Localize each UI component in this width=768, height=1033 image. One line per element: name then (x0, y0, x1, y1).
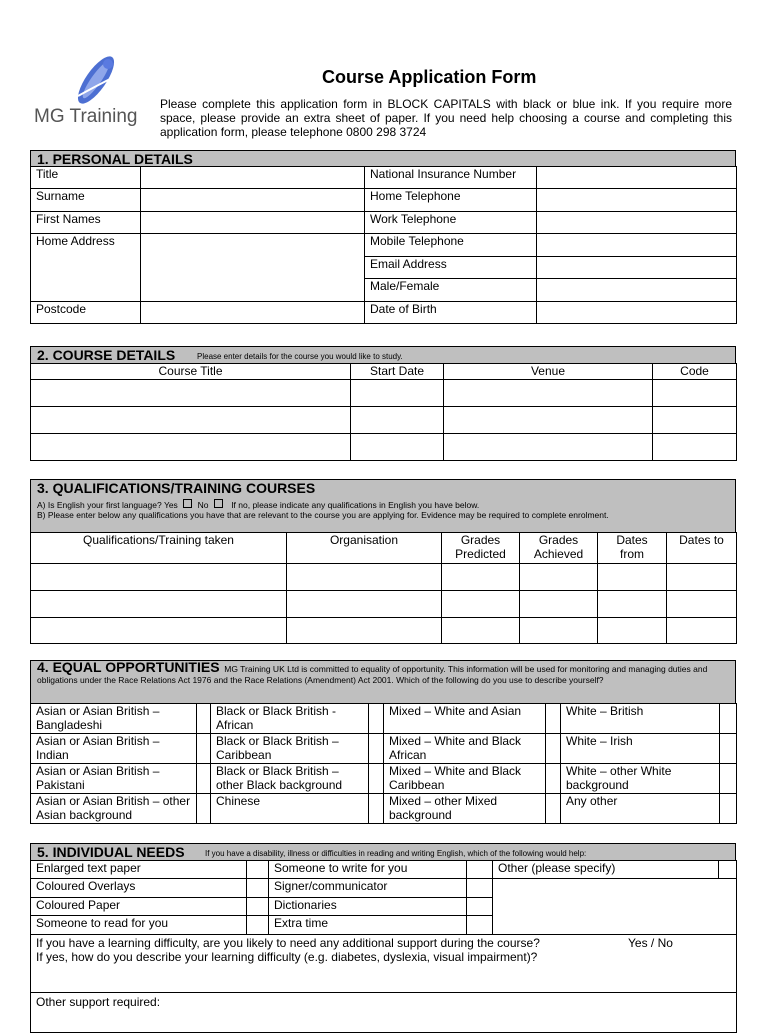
logo-swoosh-icon (34, 56, 154, 108)
surname-label: Surname (31, 189, 141, 212)
ethnicity-option: White – other White background (561, 764, 720, 794)
ni-number-label: National Insurance Number (365, 167, 537, 189)
course-cell[interactable] (444, 434, 653, 461)
first-names-field[interactable] (141, 212, 365, 234)
qual-cell[interactable] (442, 564, 520, 591)
section-3-question-a (37, 499, 479, 510)
section-2-note: Please enter details for the course you would like to study. (197, 352, 403, 361)
section-3-title: 3. QUALIFICATIONS/TRAINING COURSES (37, 480, 316, 496)
email-label: Email Address (365, 257, 537, 279)
col-grades-predicted: Grades Predicted (442, 533, 520, 564)
title-field[interactable] (141, 167, 365, 189)
first-names-label: First Names (31, 212, 141, 234)
work-telephone-label: Work Telephone (365, 212, 537, 234)
logo-text: MG Training (34, 106, 138, 127)
qual-cell[interactable] (520, 618, 598, 644)
ethnicity-checkbox[interactable] (369, 734, 384, 764)
need-option: Extra time (269, 916, 467, 935)
course-cell[interactable] (653, 407, 737, 434)
need-checkbox[interactable] (247, 879, 269, 898)
need-checkbox[interactable] (247, 916, 269, 935)
qualifications-table (30, 532, 737, 644)
ni-number-field[interactable] (537, 167, 737, 189)
section-1-header (30, 150, 736, 167)
section-4-title: 4. EQUAL OPPORTUNITIES (37, 659, 220, 675)
need-option: Dictionaries (269, 898, 467, 916)
course-cell[interactable] (351, 380, 444, 407)
gender-field[interactable] (537, 279, 737, 302)
english-note: If no, please indicate any qualifications in English you have below. (231, 500, 480, 510)
ethnicity-checkbox[interactable] (197, 704, 211, 734)
need-checkbox[interactable] (467, 898, 493, 916)
equal-opportunities-table (30, 703, 737, 824)
section-4-text (37, 659, 731, 686)
ethnicity-option: Asian or Asian British – Pakistani (31, 764, 197, 794)
ethnicity-checkbox[interactable] (546, 734, 561, 764)
col-dates-to: Dates to (667, 533, 737, 564)
qual-cell[interactable] (598, 618, 667, 644)
qual-cell[interactable] (598, 591, 667, 618)
need-checkbox[interactable] (247, 898, 269, 916)
course-details-table (30, 363, 737, 461)
individual-needs-table (30, 860, 737, 1033)
english-yes-label: A) Is English your first language? Yes (37, 500, 178, 510)
ethnicity-option: Chinese (211, 794, 369, 824)
logo (34, 56, 154, 136)
course-cell[interactable] (351, 407, 444, 434)
mobile-telephone-label: Mobile Telephone (365, 234, 537, 257)
section-3-question-b: B) Please enter below any qualifications you have that are relevant to the course you are applying for. Evidence may be required to complete enrolment. (37, 510, 609, 520)
postcode-label: Postcode (31, 302, 141, 324)
qual-cell[interactable] (520, 591, 598, 618)
course-cell[interactable] (31, 434, 351, 461)
english-no-label: No (197, 500, 209, 510)
intro-text: Please complete this application form in BLOCK CAPITALS with black or blue ink. If you require more space, please provide an extra sheet of paper. If you need help choosing a course and completing this application form, please telephone 0800 298 3724 (160, 97, 732, 139)
course-cell[interactable] (653, 434, 737, 461)
personal-details-table (30, 166, 737, 324)
course-cell[interactable] (31, 380, 351, 407)
section-4-note: MG Training UK Ltd is committed to equality of opportunity. This information will be used for monitoring and managing duties and obligations under the Race Relations Act 1976 and the Race Relations (Amendment) Act 2001. Which of the following do you use to describe yourself? (37, 664, 708, 685)
ethnicity-option: Any other (561, 794, 720, 824)
col-start-date: Start Date (351, 364, 444, 380)
col-dates-from: Dates from (598, 533, 667, 564)
ethnicity-checkbox[interactable] (197, 764, 211, 794)
ethnicity-checkbox[interactable] (720, 704, 737, 734)
ethnicity-option: Mixed – White and Black Caribbean (384, 764, 546, 794)
ethnicity-checkbox[interactable] (720, 764, 737, 794)
ethnicity-checkbox[interactable] (546, 704, 561, 734)
course-cell[interactable] (31, 407, 351, 434)
dob-field[interactable] (537, 302, 737, 324)
other-support-label: Other support required: (36, 995, 161, 1009)
ethnicity-checkbox[interactable] (369, 764, 384, 794)
qual-cell[interactable] (667, 564, 737, 591)
ethnicity-option: Mixed – White and Asian (384, 704, 546, 734)
qual-cell[interactable] (667, 591, 737, 618)
ethnicity-option: Black or Black British – other Black background (211, 764, 369, 794)
course-cell[interactable] (351, 434, 444, 461)
section-5-note: If you have a disability, illness or difficulties in reading and writing English, which of the following would help: (205, 849, 587, 858)
ethnicity-checkbox[interactable] (197, 794, 211, 824)
ethnicity-option: White – British (561, 704, 720, 734)
course-cell[interactable] (444, 380, 653, 407)
home-address-field[interactable] (141, 234, 365, 302)
title-label: Title (31, 167, 141, 189)
qual-cell[interactable] (442, 591, 520, 618)
qual-cell[interactable] (287, 564, 442, 591)
ethnicity-option: Mixed – other Mixed background (384, 794, 546, 824)
qual-cell[interactable] (598, 564, 667, 591)
need-checkbox[interactable] (467, 861, 493, 879)
ethnicity-checkbox[interactable] (197, 734, 211, 764)
qual-cell[interactable] (31, 564, 287, 591)
need-option: Coloured Paper (31, 898, 247, 916)
section-2-header (30, 346, 736, 364)
qual-cell[interactable] (31, 591, 287, 618)
need-checkbox[interactable] (467, 916, 493, 935)
ethnicity-option: White – Irish (561, 734, 720, 764)
surname-field[interactable] (141, 189, 365, 212)
col-qualification: Qualifications/Training taken (31, 533, 287, 564)
other-checkbox[interactable] (719, 861, 737, 879)
section-5-title: 5. INDIVIDUAL NEEDS (37, 844, 185, 860)
ethnicity-checkbox[interactable] (720, 734, 737, 764)
yes-no-option[interactable]: Yes / No (628, 936, 673, 950)
home-address-label: Home Address (31, 234, 141, 302)
other-support-box[interactable] (31, 993, 737, 1033)
postcode-field[interactable] (141, 302, 365, 324)
ethnicity-checkbox[interactable] (546, 794, 561, 824)
gender-label: Male/Female (365, 279, 537, 302)
ethnicity-option: Black or Black British - African (211, 704, 369, 734)
section-5-header (30, 843, 736, 861)
col-code: Code (653, 364, 737, 380)
need-option: Someone to write for you (269, 861, 467, 879)
need-option: Signer/communicator (269, 879, 467, 898)
section-3-header (30, 479, 736, 533)
dob-label: Date of Birth (365, 302, 537, 324)
qual-cell[interactable] (31, 618, 287, 644)
need-option: Enlarged text paper (31, 861, 247, 879)
col-grades-achieved: Grades Achieved (520, 533, 598, 564)
learning-difficulty-describe: If yes, how do you describe your learning difficulty (e.g. diabetes, dyslexia, visual impairment)? (36, 950, 538, 964)
ethnicity-checkbox[interactable] (720, 794, 737, 824)
section-1-title: 1. PERSONAL DETAILS (37, 151, 193, 167)
work-telephone-field[interactable] (537, 212, 737, 234)
ethnicity-checkbox[interactable] (369, 794, 384, 824)
section-2-title: 2. COURSE DETAILS (37, 347, 176, 363)
col-course-title: Course Title (31, 364, 351, 380)
home-telephone-field[interactable] (537, 189, 737, 212)
qual-cell[interactable] (442, 618, 520, 644)
ethnicity-option: Asian or Asian British – Bangladeshi (31, 704, 197, 734)
learning-difficulty-question: If you have a learning difficulty, are you likely to need any additional support during the course? (36, 936, 540, 950)
need-option: Coloured Overlays (31, 879, 247, 898)
no-checkbox[interactable] (214, 499, 223, 508)
col-venue: Venue (444, 364, 653, 380)
course-cell[interactable] (653, 380, 737, 407)
ethnicity-checkbox[interactable] (369, 704, 384, 734)
other-specify-field[interactable] (493, 879, 737, 935)
qual-cell[interactable] (667, 618, 737, 644)
home-telephone-label: Home Telephone (365, 189, 537, 212)
need-checkbox[interactable] (247, 861, 269, 879)
ethnicity-option: Black or Black British – Caribbean (211, 734, 369, 764)
need-option: Someone to read for you (31, 916, 247, 935)
qual-cell[interactable] (287, 591, 442, 618)
learning-difficulty-box[interactable] (31, 935, 737, 993)
ethnicity-checkbox[interactable] (546, 764, 561, 794)
ethnicity-option: Asian or Asian British – other Asian background (31, 794, 197, 824)
course-cell[interactable] (444, 407, 653, 434)
qual-cell[interactable] (287, 618, 442, 644)
section-4-header (30, 660, 736, 704)
other-specify-label: Other (please specify) (493, 861, 719, 879)
email-field[interactable] (537, 257, 737, 279)
qual-cell[interactable] (520, 564, 598, 591)
col-organisation: Organisation (287, 533, 442, 564)
yes-checkbox[interactable] (183, 499, 192, 508)
ethnicity-option: Mixed – White and Black African (384, 734, 546, 764)
ethnicity-option: Asian or Asian British – Indian (31, 734, 197, 764)
mobile-telephone-field[interactable] (537, 234, 737, 257)
form-title: Course Application Form (322, 67, 537, 87)
need-checkbox[interactable] (467, 879, 493, 898)
